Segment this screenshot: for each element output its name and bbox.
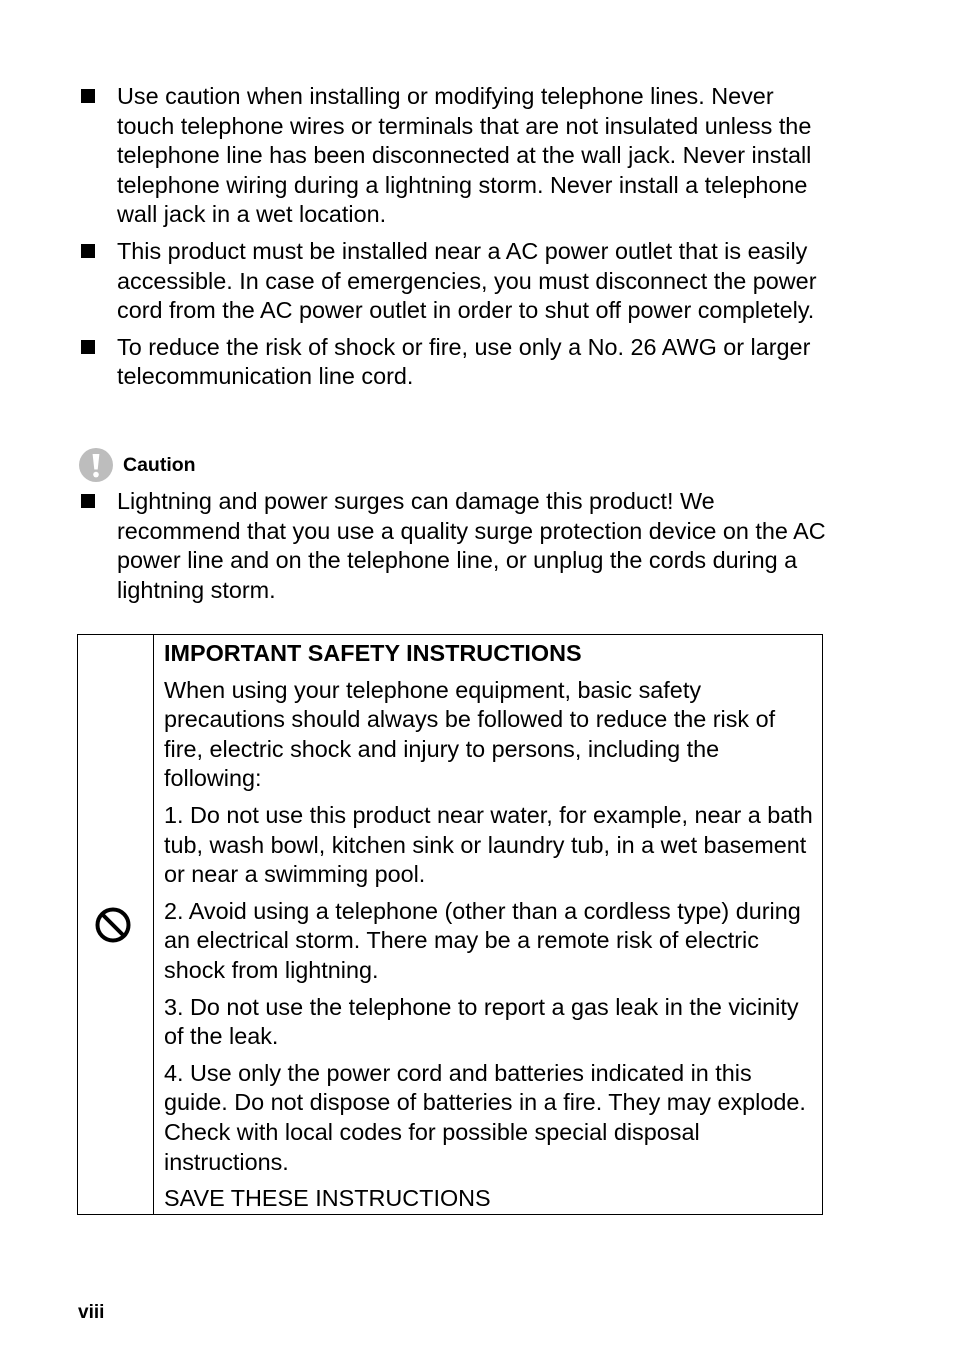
safety-intro: When using your telephone equipment, basic safety precautions should always be followed to reduce the risk of fire, electric shock and injury to persons, including the following: — [164, 676, 776, 792]
safety-title: IMPORTANT SAFETY INSTRUCTIONS — [164, 640, 582, 666]
bullet-item — [78, 487, 828, 605]
prohibited-icon — [94, 906, 132, 944]
bullet-item — [78, 333, 828, 392]
exclamation-circle-icon — [78, 447, 114, 483]
safety-instructions-box — [77, 634, 823, 1215]
bullet-item — [78, 237, 828, 326]
safety-item: 4. Use only the power cord and batteries indicated in this guide. Do not dispose of batteries in a fire. They may explode. Check with local codes for possible special disposal instructions. — [164, 1059, 806, 1175]
bullet-text: To reduce the risk of shock or fire, use only a No. 26 AWG or larger telecommunication line cord. — [117, 333, 811, 390]
page-number: viii — [78, 1302, 105, 1323]
square-bullet-icon — [81, 340, 95, 354]
safety-item: 1. Do not use this product near water, for example, near a bath tub, wash bowl, kitchen sink or laundry tub, in a wet basement or near a swimming pool. — [164, 801, 813, 888]
square-bullet-icon — [81, 244, 95, 258]
square-bullet-icon — [81, 89, 95, 103]
bullet-text: Lightning and power surges can damage this product! We recommend that you use a quality surge protection device on the AC power line and on the telephone line, or unplug the cords during a lightning storm. — [117, 488, 826, 603]
bullet-text: This product must be installed near a AC power outlet that is easily accessible. In case of emergencies, you must disconnect the power cord from the AC power outlet in order to shut off power completely. — [117, 237, 817, 324]
bullet-item — [78, 82, 828, 230]
safety-bullet-list — [78, 82, 828, 399]
safety-icon-column — [78, 635, 154, 1214]
safety-item: 2. Avoid using a telephone (other than a cordless type) during an electrical storm. There may be a remote risk of electric shock from lightning. — [164, 897, 801, 983]
safety-text-column — [164, 639, 814, 1221]
caution-label: Caution — [123, 453, 196, 476]
caution-bullet-list — [78, 487, 828, 612]
bullet-text: Use caution when installing or modifying telephone lines. Never touch telephone wires or terminals that are not insulated unless the telephone line has been disconnected at the wall jack. Never install telephone wiring during a lightning storm. Never install a telephone wall jack in a wet location. — [117, 83, 812, 228]
safety-item: 3. Do not use the telephone to report a gas leak in the vicinity of the leak. — [164, 993, 799, 1050]
safety-footer: SAVE THESE INSTRUCTIONS — [164, 1185, 491, 1212]
square-bullet-icon — [81, 494, 95, 508]
caution-heading — [78, 447, 196, 483]
